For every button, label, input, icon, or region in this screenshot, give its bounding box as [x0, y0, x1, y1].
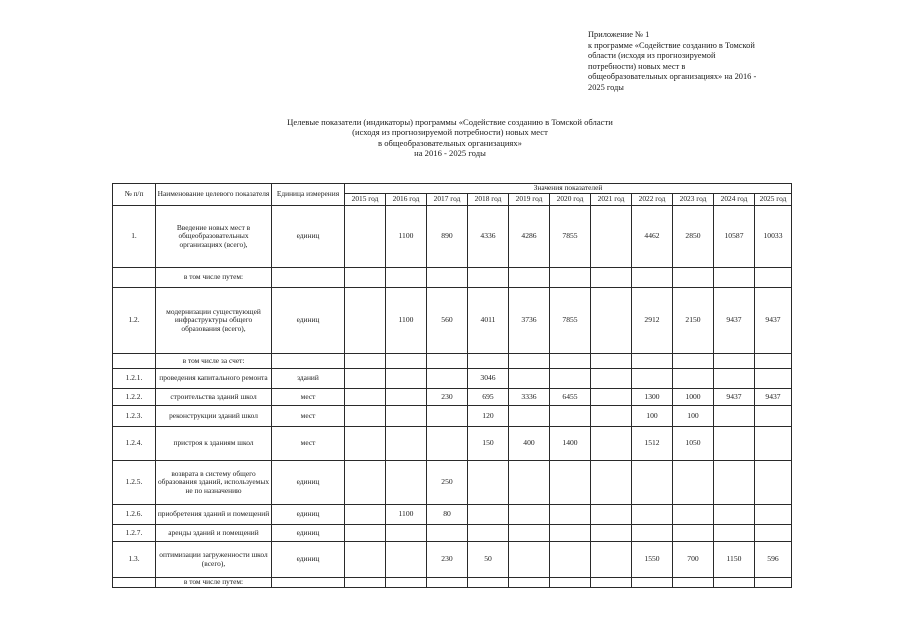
value-cell	[345, 288, 386, 354]
value-cell	[632, 268, 673, 288]
value-cell: 3336	[509, 389, 550, 406]
header-year: 2025 год	[755, 194, 792, 206]
value-cell: 9437	[755, 288, 792, 354]
value-cell	[755, 525, 792, 542]
header-year: 2023 год	[673, 194, 714, 206]
header-name: Наименование целевого показателя	[156, 184, 272, 206]
indicator-name: строительства зданий школ	[156, 389, 272, 406]
table-row	[113, 354, 792, 369]
value-cell	[468, 268, 509, 288]
value-cell	[714, 505, 755, 525]
value-cell: 700	[673, 542, 714, 578]
value-cell: 80	[427, 505, 468, 525]
value-cell: 7855	[550, 206, 591, 268]
value-cell	[386, 461, 427, 505]
value-cell	[550, 461, 591, 505]
value-cell	[345, 354, 386, 369]
value-cell: 4462	[632, 206, 673, 268]
value-cell	[509, 354, 550, 369]
unit: единиц	[272, 542, 345, 578]
row-number: 1.3.	[113, 542, 156, 578]
value-cell	[673, 461, 714, 505]
value-cell	[509, 578, 550, 588]
header-year: 2021 год	[591, 194, 632, 206]
value-cell	[386, 354, 427, 369]
table-row	[113, 461, 792, 505]
value-cell	[591, 542, 632, 578]
row-number: 1.2.1.	[113, 369, 156, 389]
header-year: 2019 год	[509, 194, 550, 206]
appendix-line: 2025 годы	[588, 82, 624, 92]
value-cell: 3736	[509, 288, 550, 354]
value-cell	[714, 268, 755, 288]
unit: единиц	[272, 206, 345, 268]
value-cell	[714, 461, 755, 505]
value-cell	[509, 525, 550, 542]
value-cell	[427, 369, 468, 389]
value-cell	[673, 505, 714, 525]
value-cell: 400	[509, 427, 550, 461]
value-cell: 230	[427, 542, 468, 578]
indicator-name: в том числе путем:	[156, 268, 272, 288]
table-row	[113, 268, 792, 288]
value-cell: 4011	[468, 288, 509, 354]
unit: мест	[272, 427, 345, 461]
value-cell	[714, 525, 755, 542]
unit	[272, 268, 345, 288]
table-row	[113, 389, 792, 406]
value-cell	[550, 505, 591, 525]
value-cell	[632, 461, 673, 505]
value-cell	[550, 542, 591, 578]
value-cell: 560	[427, 288, 468, 354]
appendix-line: области (исходя из прогнозируемой	[588, 51, 716, 61]
indicator-name: приобретения зданий и помещений	[156, 505, 272, 525]
value-cell	[591, 505, 632, 525]
table-row	[113, 427, 792, 461]
value-cell	[427, 354, 468, 369]
value-cell: 596	[755, 542, 792, 578]
title-line: на 2016 - 2025 годы	[414, 148, 486, 159]
unit: единиц	[272, 525, 345, 542]
appendix-line: Приложение № 1	[588, 30, 650, 39]
value-cell	[673, 578, 714, 588]
value-cell: 100	[673, 406, 714, 427]
title-line: Целевые показатели (индикаторы) программы «Содействие созданию в Томской области	[287, 117, 613, 127]
value-cell	[714, 369, 755, 389]
value-cell	[755, 406, 792, 427]
row-number	[113, 578, 156, 588]
value-cell: 150	[468, 427, 509, 461]
value-cell	[345, 427, 386, 461]
value-cell: 50	[468, 542, 509, 578]
value-cell	[386, 525, 427, 542]
value-cell	[714, 578, 755, 588]
value-cell	[345, 389, 386, 406]
value-cell: 890	[427, 206, 468, 268]
appendix-line: общеобразовательных организациях» на 2016 -	[588, 72, 757, 82]
value-cell	[591, 288, 632, 354]
table-row	[113, 288, 792, 354]
value-cell: 230	[427, 389, 468, 406]
header-year: 2022 год	[632, 194, 673, 206]
value-cell	[427, 578, 468, 588]
unit: единиц	[272, 505, 345, 525]
value-cell: 695	[468, 389, 509, 406]
title-line: (исходя из прогнозируемой потребности) новых мест	[352, 127, 548, 138]
value-cell	[427, 406, 468, 427]
value-cell	[550, 525, 591, 542]
value-cell	[427, 427, 468, 461]
value-cell	[386, 542, 427, 578]
row-number: 1.2.6.	[113, 505, 156, 525]
value-cell	[345, 542, 386, 578]
indicator-name: Введение новых мест в общеобразовательных организациях (всего),	[156, 206, 272, 268]
value-cell: 10587	[714, 206, 755, 268]
row-number: 1.2.	[113, 288, 156, 354]
indicator-name: оптимизации загруженности школ (всего),	[156, 542, 272, 578]
value-cell: 1100	[386, 206, 427, 268]
value-cell	[509, 461, 550, 505]
value-cell	[345, 206, 386, 268]
value-cell	[632, 505, 673, 525]
value-cell	[468, 525, 509, 542]
value-cell: 7855	[550, 288, 591, 354]
value-cell	[714, 354, 755, 369]
header-year: 2020 год	[550, 194, 591, 206]
value-cell	[755, 461, 792, 505]
header-year: 2017 год	[427, 194, 468, 206]
unit: единиц	[272, 461, 345, 505]
value-cell	[509, 542, 550, 578]
value-cell	[550, 406, 591, 427]
indicator-name: модернизации существующей инфраструктуры общего образования (всего),	[156, 288, 272, 354]
value-cell: 250	[427, 461, 468, 505]
value-cell	[632, 354, 673, 369]
value-cell	[345, 461, 386, 505]
value-cell	[673, 369, 714, 389]
value-cell: 2850	[673, 206, 714, 268]
header-values-group: Значения показателей	[345, 184, 792, 194]
value-cell	[632, 369, 673, 389]
table-row	[113, 525, 792, 542]
value-cell	[345, 369, 386, 389]
value-cell	[468, 461, 509, 505]
table-row	[113, 542, 792, 578]
value-cell: 2912	[632, 288, 673, 354]
value-cell	[714, 406, 755, 427]
value-cell	[632, 578, 673, 588]
value-cell	[509, 505, 550, 525]
value-cell	[673, 268, 714, 288]
value-cell: 6455	[550, 389, 591, 406]
value-cell	[386, 406, 427, 427]
value-cell: 1550	[632, 542, 673, 578]
table-row	[113, 369, 792, 389]
table-body	[113, 206, 792, 588]
value-cell	[386, 427, 427, 461]
value-cell	[509, 268, 550, 288]
value-cell	[550, 354, 591, 369]
value-cell	[345, 406, 386, 427]
row-number: 1.	[113, 206, 156, 268]
value-cell	[468, 578, 509, 588]
value-cell	[755, 268, 792, 288]
value-cell	[550, 369, 591, 389]
value-cell	[345, 578, 386, 588]
header-year: 2018 год	[468, 194, 509, 206]
value-cell	[591, 389, 632, 406]
value-cell	[386, 389, 427, 406]
value-cell	[345, 505, 386, 525]
value-cell: 9437	[755, 389, 792, 406]
value-cell: 10033	[755, 206, 792, 268]
value-cell	[755, 369, 792, 389]
table-row	[113, 505, 792, 525]
value-cell: 4336	[468, 206, 509, 268]
appendix-line: потребности) новых мест в	[588, 61, 686, 71]
value-cell	[550, 268, 591, 288]
header-year: 2016 год	[386, 194, 427, 206]
value-cell	[386, 268, 427, 288]
title-line: в общеобразовательных организациях»	[378, 137, 522, 148]
value-cell	[591, 354, 632, 369]
value-cell	[632, 525, 673, 542]
value-cell: 1512	[632, 427, 673, 461]
row-number: 1.2.2.	[113, 389, 156, 406]
header-unit: Единица измерения	[272, 184, 345, 206]
table-row	[113, 406, 792, 427]
value-cell	[755, 427, 792, 461]
value-cell	[591, 578, 632, 588]
indicator-name: возврата в систему общего образования зданий, используемых не по назначению	[156, 461, 272, 505]
value-cell	[345, 268, 386, 288]
value-cell: 4286	[509, 206, 550, 268]
indicator-name: пристроя к зданиям школ	[156, 427, 272, 461]
value-cell	[714, 427, 755, 461]
value-cell	[386, 369, 427, 389]
unit: зданий	[272, 369, 345, 389]
value-cell	[427, 268, 468, 288]
value-cell: 3046	[468, 369, 509, 389]
indicators-table	[112, 183, 792, 588]
value-cell	[591, 206, 632, 268]
table-row	[113, 578, 792, 588]
value-cell	[673, 525, 714, 542]
row-number: 1.2.5.	[113, 461, 156, 505]
value-cell	[755, 505, 792, 525]
unit: мест	[272, 406, 345, 427]
appendix-note	[588, 30, 798, 94]
row-number: 1.2.4.	[113, 427, 156, 461]
document-title	[255, 117, 645, 159]
value-cell	[550, 578, 591, 588]
unit: единиц	[272, 288, 345, 354]
appendix-line: к программе «Содействие созданию в Томской	[588, 40, 755, 50]
value-cell	[345, 525, 386, 542]
value-cell	[591, 268, 632, 288]
indicator-name: проведения капитального ремонта	[156, 369, 272, 389]
header-year: 2015 год	[345, 194, 386, 206]
value-cell	[386, 578, 427, 588]
value-cell: 1400	[550, 427, 591, 461]
unit	[272, 354, 345, 369]
unit	[272, 578, 345, 588]
value-cell: 1100	[386, 288, 427, 354]
value-cell: 100	[632, 406, 673, 427]
value-cell	[755, 578, 792, 588]
indicator-name: в том числе путем:	[156, 578, 272, 588]
header-num: № п/п	[113, 184, 156, 206]
indicator-name: реконструкции зданий школ	[156, 406, 272, 427]
value-cell: 1100	[386, 505, 427, 525]
value-cell: 120	[468, 406, 509, 427]
value-cell: 1150	[714, 542, 755, 578]
row-number	[113, 268, 156, 288]
value-cell	[427, 525, 468, 542]
value-cell	[509, 369, 550, 389]
unit: мест	[272, 389, 345, 406]
table-row	[113, 206, 792, 268]
row-number: 1.2.3.	[113, 406, 156, 427]
value-cell: 1300	[632, 389, 673, 406]
value-cell: 9437	[714, 389, 755, 406]
value-cell: 1000	[673, 389, 714, 406]
value-cell	[755, 354, 792, 369]
value-cell	[468, 505, 509, 525]
value-cell	[673, 354, 714, 369]
value-cell	[509, 406, 550, 427]
value-cell	[591, 525, 632, 542]
header-year: 2024 год	[714, 194, 755, 206]
value-cell	[591, 427, 632, 461]
indicator-name: в том числе за счет:	[156, 354, 272, 369]
value-cell: 9437	[714, 288, 755, 354]
table-header	[113, 184, 792, 206]
value-cell	[468, 354, 509, 369]
value-cell	[591, 461, 632, 505]
row-number	[113, 354, 156, 369]
row-number: 1.2.7.	[113, 525, 156, 542]
indicator-name: аренды зданий и помещений	[156, 525, 272, 542]
value-cell: 2150	[673, 288, 714, 354]
value-cell	[591, 369, 632, 389]
value-cell: 1050	[673, 427, 714, 461]
value-cell	[591, 406, 632, 427]
